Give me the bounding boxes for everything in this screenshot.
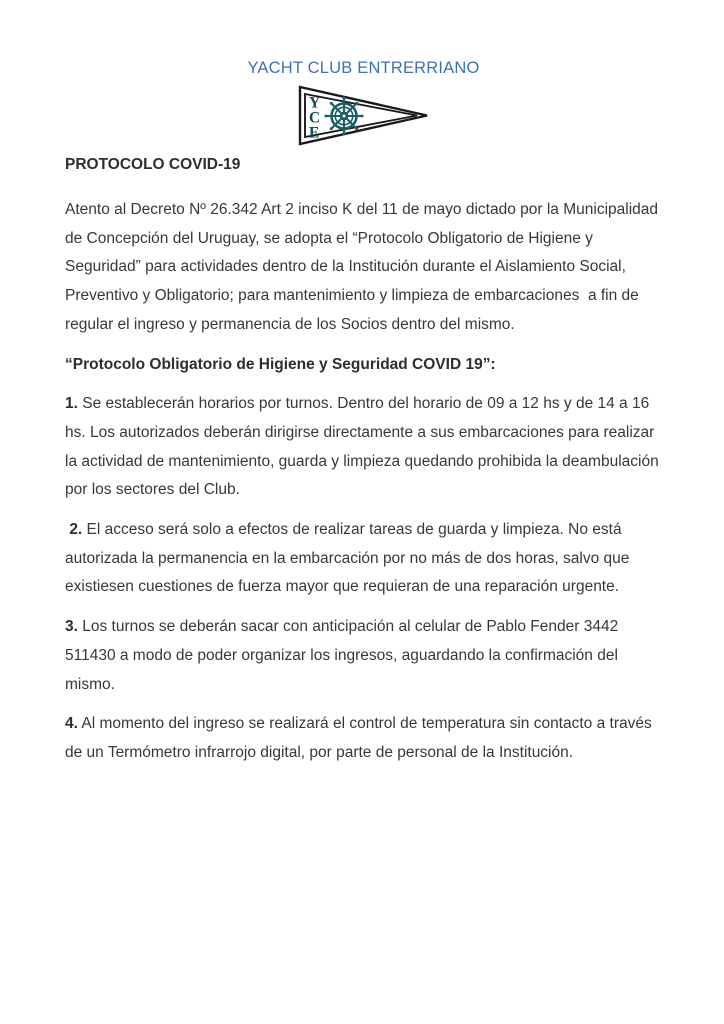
item-text: Se establecerán horarios por turnos. Dentro del horario de 09 a 12 hs y de 14 a 16 hs. Los autorizados deberán dirigirse directamente a sus embarcaciones para realizar la actividad de mantenimiento, guarda y limpieza quedando prohibida la deambulación por los sectores del Club. — [65, 395, 664, 499]
logo-letter-c: C — [308, 109, 320, 127]
club-logo — [65, 85, 662, 148]
item-number: 4. — [65, 715, 78, 733]
protocol-item-3 — [65, 613, 662, 699]
item-text: El acceso será solo a efectos de realizar tareas de guarda y limpieza. No está autorizada la permanencia en la embarcación por no más de dos horas, salvo que existiesen cuestiones de fuerza mayor que requieran de una reparación urgente. — [65, 521, 634, 596]
item-text: Los turnos se deberán sacar con anticipación al celular de Pablo Fender 3442 511430 a modo de poder organizar los ingresos, aguardando la confirmación del mismo. — [65, 618, 623, 693]
document-title: PROTOCOLO COVID-19 — [65, 156, 241, 173]
protocol-item-1 — [65, 390, 662, 505]
section-heading: “Protocolo Obligatorio de Higiene y Seguridad COVID 19”: — [65, 355, 496, 373]
logo-letter-y: Y — [308, 94, 320, 112]
protocol-item-2 — [65, 516, 662, 602]
item-number: 3. — [65, 618, 78, 636]
logo-letter-e: E — [308, 124, 319, 142]
item-number: 2. — [65, 521, 83, 539]
protocol-item-4 — [65, 710, 662, 767]
intro-paragraph: Atento al Decreto Nº 26.342 Art 2 inciso K del 11 de mayo dictado por la Municipalidad de Concepción del Uruguay, se adopta el “Protocolo Obligatorio de Higiene y Seguridad” para actividades dentro de la Institución durante el Aislamiento Social, Preventivo y Obligatorio; para mantenimiento y limpieza de embarcaciones a fin de regular el ingreso y permanencia de los Socios dentro del mismo. — [65, 201, 663, 333]
club-title: YACHT CLUB ENTRERRIANO — [247, 59, 480, 77]
item-text: Al momento del ingreso se realizará el control de temperatura sin contacto a través de un Termómetro infrarrojo digital, por parte de personal de la Institución. — [65, 715, 657, 761]
item-number: 1. — [65, 395, 78, 413]
pennant-flag-icon — [298, 85, 430, 148]
ships-wheel-icon — [324, 97, 363, 136]
